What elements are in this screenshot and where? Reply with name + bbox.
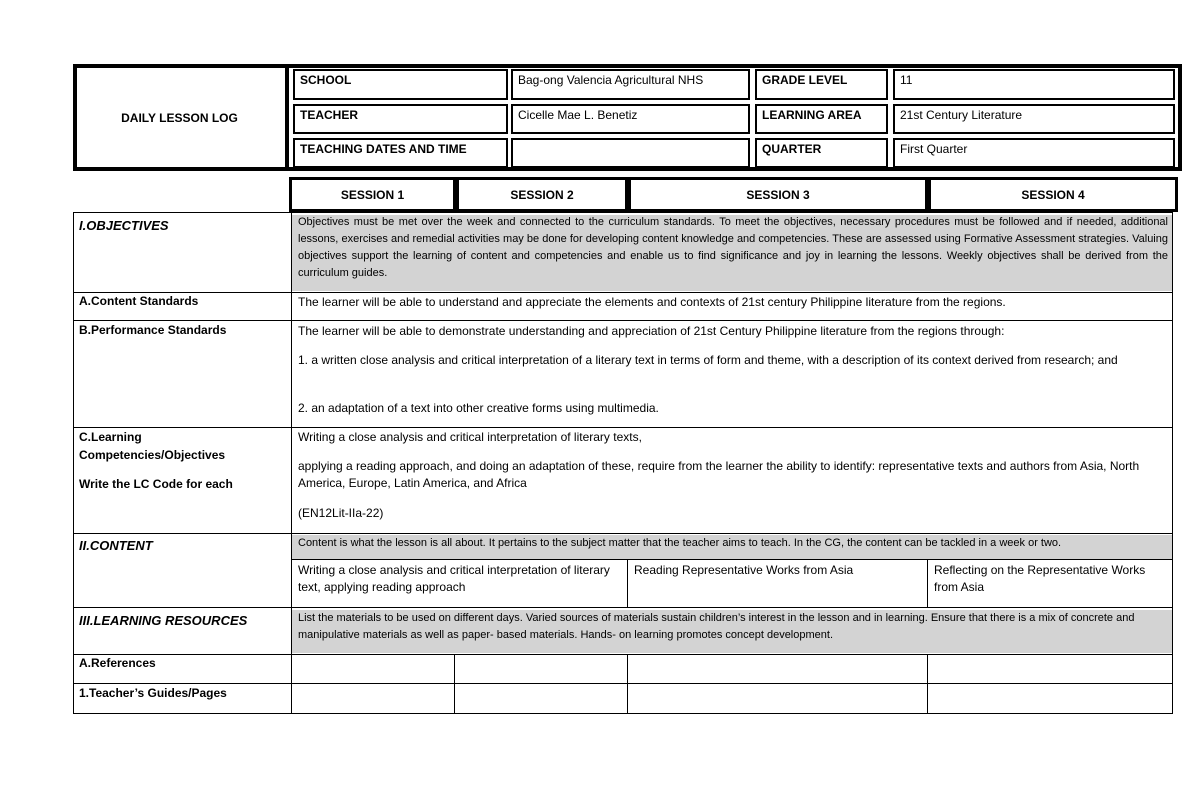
- table-top-border: [73, 212, 1173, 213]
- label-column-border: [291, 212, 292, 714]
- area-label: LEARNING AREA: [755, 104, 888, 134]
- teachers-guides-label: 1.Teacher’s Guides/Pages: [79, 686, 227, 700]
- session-4: SESSION 4: [928, 177, 1178, 212]
- session-3: SESSION 3: [628, 177, 928, 212]
- competencies-line-1: Writing a close analysis and critical interpretation of literary texts,: [298, 430, 642, 444]
- performance-item-2: 2. an adaptation of a text into other creative forms using multimedia.: [298, 401, 659, 415]
- competencies-line-2: applying a reading approach, and doing an adaptation of these, require from the learner the ability to identify: representative texts and authors from Asia, North America, Europe, Latin America, and Africa: [298, 459, 1140, 490]
- performance-standards-label: B.Performance Standards: [79, 323, 227, 337]
- content-col-3: Reflecting on the Representative Works from Asia: [934, 563, 1146, 594]
- school-label: SCHOOL: [293, 69, 508, 100]
- resources-text: List the materials to be used on different days. Varied sources of materials sustain children’s interest in the lesson and in learning. Ensure that there is a mix of concrete and manipulative materials as well as paper- based materials. Hands- on learning promotes concept development.: [298, 612, 1135, 641]
- row-border: [73, 292, 1173, 293]
- dates-label: TEACHING DATES AND TIME: [293, 138, 508, 168]
- row-border: [73, 427, 1173, 428]
- table-right-border: [1172, 212, 1173, 714]
- row-border: [73, 533, 1173, 534]
- quarter-label: QUARTER: [755, 138, 888, 168]
- col-border: [627, 559, 628, 607]
- objectives-label: I.OBJECTIVES: [79, 218, 169, 233]
- col-border: [627, 654, 628, 714]
- content-text: Content is what the lesson is all about. It pertains to the subject matter that the teacher aims to teach. In the CG, the content can be tackled in a week or two.: [298, 537, 1062, 549]
- content-standards-label: A.Content Standards: [79, 294, 199, 308]
- row-border: [73, 320, 1173, 321]
- competencies-code: (EN12Lit-IIa-22): [298, 506, 384, 520]
- resources-label: III.LEARNING RESOURCES: [79, 613, 248, 628]
- col-border: [927, 654, 928, 714]
- content-standards-text: The learner will be able to understand and appreciate the elements and contexts of 21st century Philippine literature from the regions.: [298, 295, 1006, 309]
- performance-item-1: 1. a written close analysis and critical interpretation of a literary text in terms of form and theme, with a description of its context derived from research; and: [298, 353, 1118, 367]
- content-col-2: Reading Representative Works from Asia: [634, 563, 854, 577]
- col-border: [927, 559, 928, 607]
- references-label: A.References: [79, 656, 156, 670]
- table-bottom-border: [73, 713, 1173, 714]
- grade-label: GRADE LEVEL: [755, 69, 888, 100]
- divider: [285, 66, 289, 169]
- school-value: Bag-ong Valencia Agricultural NHS: [511, 69, 750, 100]
- quarter-value: First Quarter: [893, 138, 1175, 168]
- competencies-label-3: Write the LC Code for each: [79, 477, 233, 491]
- area-value: 21st Century Literature: [893, 104, 1175, 134]
- teacher-label: TEACHER: [293, 104, 508, 134]
- col-border: [454, 654, 455, 714]
- row-border: [73, 683, 1173, 684]
- dates-value: [511, 138, 750, 168]
- competencies-label-1: C.Learning: [79, 430, 142, 444]
- performance-intro: The learner will be able to demonstrate understanding and appreciation of 21st Century Philippine literature from the regions through:: [298, 324, 1005, 338]
- teacher-value: Cicelle Mae L. Benetiz: [511, 104, 750, 134]
- row-border: [73, 607, 1173, 608]
- objectives-text: Objectives must be met over the week and connected to the curriculum standards. To meet the objectives, necessary procedures must be followed and if needed, additional lessons, exercises and remedial activities may be done for developing content knowledge and competencies. These are assessed using Formative Assessment strategies. Valuing objectives support the learning of content and competencies and enable us to find significance and joy in learning the lessons. Weekly objectives shall be derived from the curriculum guides.: [298, 216, 1168, 279]
- session-1: SESSION 1: [289, 177, 456, 212]
- session-2: SESSION 2: [456, 177, 628, 212]
- content-label: II.CONTENT: [79, 538, 153, 553]
- row-border: [292, 559, 1173, 560]
- row-border: [73, 654, 1173, 655]
- competencies-label-2: Competencies/Objectives: [79, 448, 226, 462]
- log-title: DAILY LESSON LOG: [121, 110, 238, 125]
- grade-value: 11: [893, 69, 1175, 100]
- content-col-1: Writing a close analysis and critical interpretation of literary text, applying reading approach: [298, 563, 610, 594]
- table-left-border: [73, 212, 74, 714]
